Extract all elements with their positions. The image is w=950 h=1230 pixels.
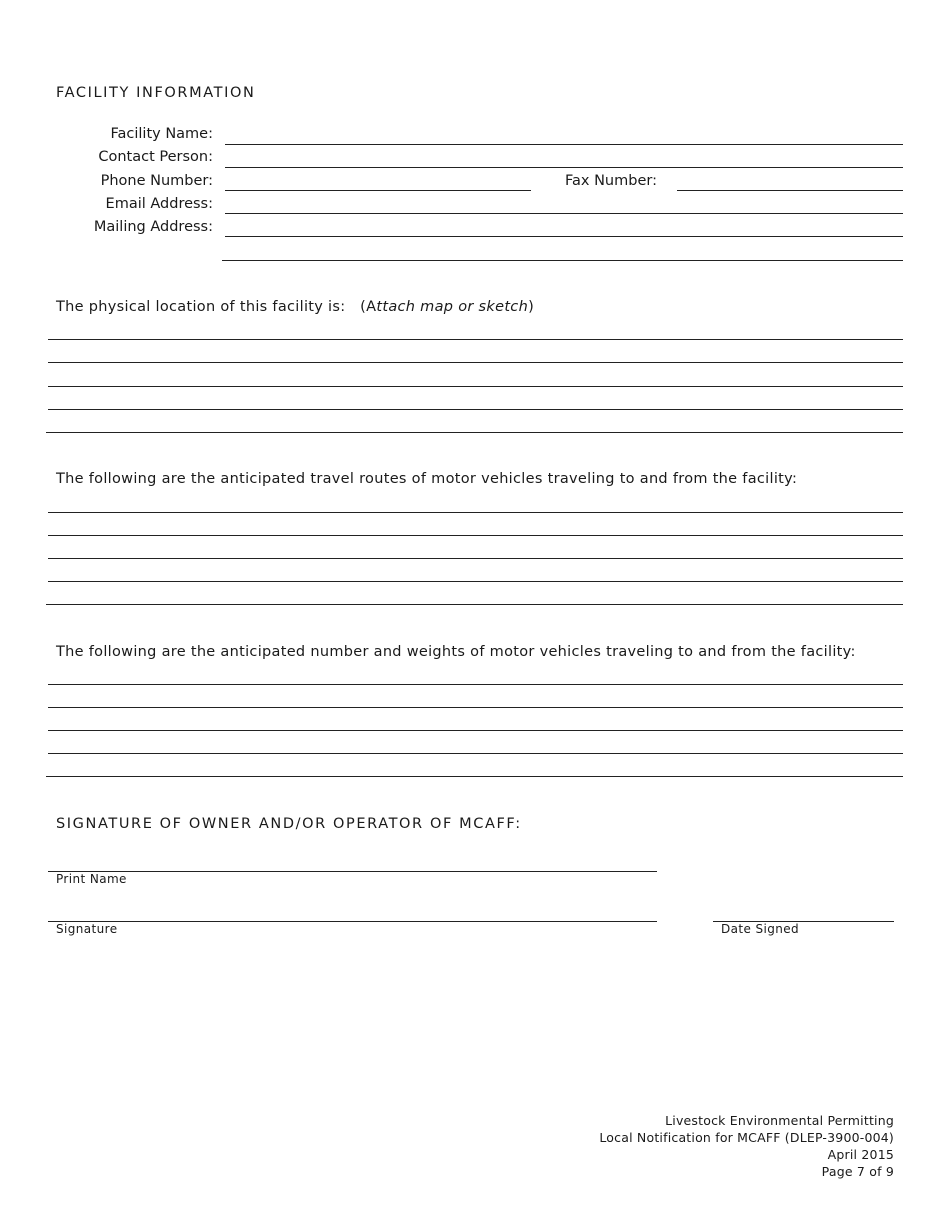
fax-number-field[interactable] xyxy=(677,190,903,191)
facility-name-field[interactable] xyxy=(225,144,903,145)
footer-page-number: Page 7 of 9 xyxy=(821,1164,894,1179)
attach-note-italic: ttach map or sketch xyxy=(376,299,529,315)
location-line-3[interactable] xyxy=(48,386,903,387)
signature-label: Signature xyxy=(56,922,118,936)
signature-field[interactable] xyxy=(48,921,657,922)
facility-section-heading: FACILITY INFORMATION xyxy=(56,85,256,101)
signature-section-heading: SIGNATURE OF OWNER AND/OR OPERATOR OF MCAFF: xyxy=(56,816,522,832)
phone-number-label: Phone Number: xyxy=(100,173,213,189)
contact-person-label: Contact Person: xyxy=(98,149,213,165)
print-name-label: Print Name xyxy=(56,872,127,886)
footer-program: Livestock Environmental Permitting xyxy=(665,1113,894,1128)
location-line-5[interactable] xyxy=(46,432,903,433)
travel-routes-prompt: The following are the anticipated travel routes of motor vehicles traveling to and from the facility: xyxy=(56,471,798,487)
routes-line-5[interactable] xyxy=(46,604,903,605)
attach-note-close: ) xyxy=(528,299,535,315)
contact-person-field[interactable] xyxy=(225,167,903,168)
mailing-address-field-line2[interactable] xyxy=(222,260,903,261)
facility-name-label: Facility Name: xyxy=(110,126,213,142)
attach-note-open: ( xyxy=(360,299,367,315)
location-line-2[interactable] xyxy=(48,362,903,363)
print-name-field[interactable] xyxy=(48,871,657,872)
routes-line-3[interactable] xyxy=(48,558,903,559)
page-footer xyxy=(474,1112,894,1180)
footer-form-title: Local Notification for MCAFF (DLEP-3900-004) xyxy=(599,1130,894,1145)
attach-note-a: A xyxy=(366,299,377,315)
weights-line-5[interactable] xyxy=(46,776,903,777)
email-address-label: Email Address: xyxy=(105,196,213,212)
weights-line-3[interactable] xyxy=(48,730,903,731)
date-signed-label: Date Signed xyxy=(721,922,800,936)
footer-date: April 2015 xyxy=(827,1147,894,1162)
phone-number-field[interactable] xyxy=(225,190,531,191)
physical-location-text: The physical location of this facility is: xyxy=(56,299,346,315)
weights-line-4[interactable] xyxy=(48,753,903,754)
mailing-address-label: Mailing Address: xyxy=(93,219,213,235)
routes-line-2[interactable] xyxy=(48,535,903,536)
location-line-4[interactable] xyxy=(48,409,903,410)
fax-number-label: Fax Number: xyxy=(565,173,657,189)
email-address-field[interactable] xyxy=(225,213,903,214)
physical-location-prompt xyxy=(56,299,534,315)
mailing-address-field[interactable] xyxy=(225,236,903,237)
routes-line-1[interactable] xyxy=(48,512,903,513)
weights-line-1[interactable] xyxy=(48,684,903,685)
location-line-1[interactable] xyxy=(48,339,903,340)
routes-line-4[interactable] xyxy=(48,581,903,582)
weights-line-2[interactable] xyxy=(48,707,903,708)
vehicle-weights-prompt: The following are the anticipated number and weights of motor vehicles traveling to and from the facility: xyxy=(56,644,856,660)
